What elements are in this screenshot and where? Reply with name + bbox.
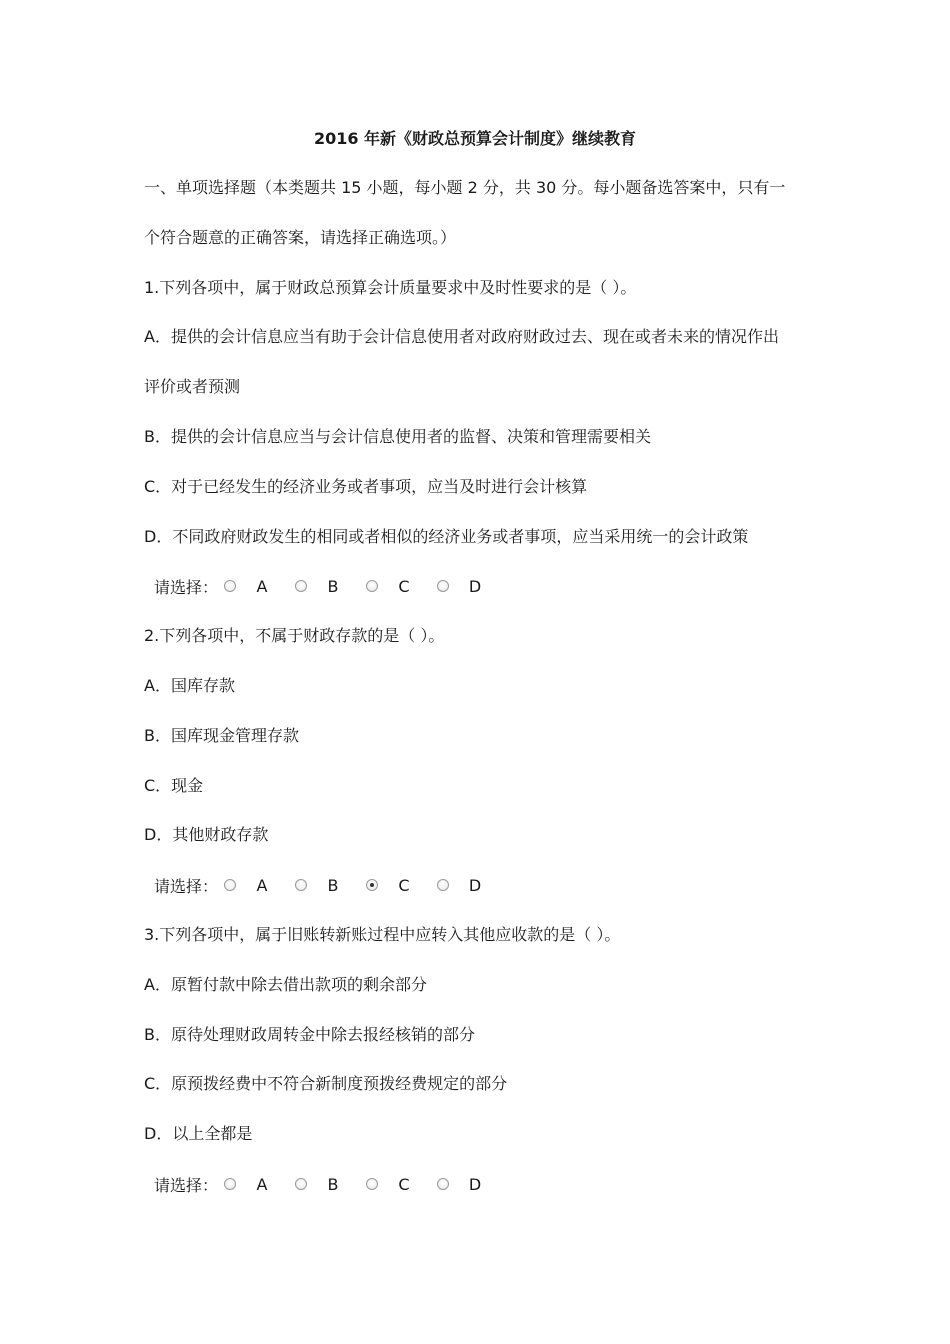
radio-selected-icon[interactable] <box>366 879 378 891</box>
radio-icon[interactable] <box>366 1178 378 1190</box>
question-3-option-a: A．原暂付款中除去借出款项的剩余部分 <box>144 975 427 994</box>
choice-prompt: 请选择： <box>154 876 219 896</box>
question-2-stem: 2.下列各项中，不属于财政存款的是（ ）。 <box>144 626 445 645</box>
question-1-option-c: C．对于已经发生的经济业务或者事项，应当及时进行会计核算 <box>144 477 588 496</box>
radio-icon[interactable] <box>437 580 449 592</box>
question-2-choice-a[interactable]: A <box>224 876 295 895</box>
question-1-choice-c[interactable]: C <box>366 577 437 596</box>
question-3-choice-a[interactable]: A <box>224 1175 295 1194</box>
question-1-choice-a[interactable]: A <box>224 577 295 596</box>
question-3-choice-d[interactable]: D <box>437 1175 508 1194</box>
radio-icon[interactable] <box>295 1178 307 1190</box>
radio-icon[interactable] <box>295 879 307 891</box>
radio-icon[interactable] <box>366 580 378 592</box>
question-1-option-a: A．提供的会计信息应当有助于会计信息使用者对政府财政过去、现在或者未来的情况作出 <box>144 327 779 346</box>
question-2-option-a: A．国库存款 <box>144 676 235 695</box>
choice-prompt: 请选择： <box>154 577 219 597</box>
question-3-choice-c[interactable]: C <box>366 1175 437 1194</box>
question-3-option-d: D．以上全都是 <box>144 1124 253 1143</box>
radio-icon[interactable] <box>224 1178 236 1190</box>
question-1-choice-b[interactable]: B <box>295 577 366 596</box>
section-instructions-line-1: 一、单项选择题（本类题共 15 小题，每小题 2 分，共 30 分。每小题备选答案中，只有一 <box>144 178 786 197</box>
question-1-option-b: B．提供的会计信息应当与会计信息使用者的监督、决策和管理需要相关 <box>144 427 651 446</box>
choice-prompt: 请选择： <box>154 1175 219 1195</box>
question-3-stem: 3.下列各项中，属于旧账转新账过程中应转入其他应收款的是（ ）。 <box>144 925 621 944</box>
question-3-option-b: B．原待处理财政周转金中除去报经核销的部分 <box>144 1025 475 1044</box>
question-3-option-c: C．原预拨经费中不符合新制度预拨经费规定的部分 <box>144 1074 508 1093</box>
question-1-option-a-cont: 评价或者预测 <box>144 377 241 396</box>
question-2-option-b: B．国库现金管理存款 <box>144 726 299 745</box>
radio-icon[interactable] <box>437 879 449 891</box>
question-2-choice-c[interactable]: C <box>366 876 437 895</box>
question-2-choice-b[interactable]: B <box>295 876 366 895</box>
radio-icon[interactable] <box>295 580 307 592</box>
question-1-option-d: D．不同政府财政发生的相同或者相似的经济业务或者事项，应当采用统一的会计政策 <box>144 527 749 546</box>
question-2-option-c: C．现金 <box>144 776 204 795</box>
question-1-stem: 1.下列各项中，属于财政总预算会计质量要求中及时性要求的是（ ）。 <box>144 278 637 297</box>
radio-icon[interactable] <box>224 580 236 592</box>
question-2-choice-d[interactable]: D <box>437 876 508 895</box>
radio-icon[interactable] <box>224 879 236 891</box>
section-instructions-line-2: 个符合题意的正确答案，请选择正确选项。） <box>144 228 457 247</box>
document-title: 2016 年新《财政总预算会计制度》继续教育 <box>313 129 637 148</box>
question-1-choice-d[interactable]: D <box>437 577 508 596</box>
question-2-choice-row <box>154 874 508 896</box>
question-3-choice-row <box>154 1173 508 1195</box>
question-1-choice-row <box>154 575 508 597</box>
question-3-choice-b[interactable]: B <box>295 1175 366 1194</box>
question-2-option-d: D．其他财政存款 <box>144 825 269 844</box>
radio-icon[interactable] <box>437 1178 449 1190</box>
